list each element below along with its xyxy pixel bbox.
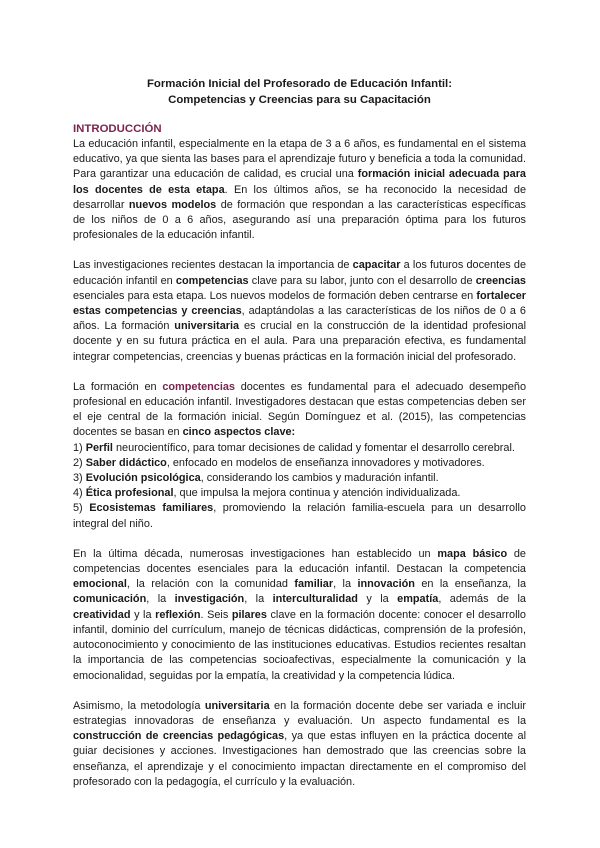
list-item: 2) Saber didáctico, enfocado en modelos de enseñanza innovadores y motivadores.: [73, 456, 485, 469]
bold-text: investigación: [174, 593, 245, 606]
bold-text: Ética profesional: [85, 487, 174, 500]
bold-text: competencias: [175, 274, 249, 287]
paragraph-2: Las investigaciones recientes destacan la importancia de capacitar a los futuros docentes de educación infantil en competencias clave para su labor, junto con el desarrollo de creencias esenciales para esta etapa. Los nuevos modelos de formación deben centrarse en fortalecer estas competencias y creencias, adaptándolas a las características de los niños de 0 a 6 años. La formación universitaria es crucial en la construcción de la identidad profesional docente y en su futura práctica en el aula. Para una preparación efectiva, es fundamental integrar competencias, creencias y buenas prácticas en la formación inicial del profesorado.: [73, 259, 527, 363]
bold-text: fortalecer estas competencias y creencias: [73, 289, 526, 318]
bold-text: innovación: [357, 578, 415, 591]
bold-text: universitaria: [204, 699, 270, 712]
list-item: 3) Evolución psicológica, considerando los cambios y maduración infantil.: [73, 472, 439, 485]
bold-text: Perfil: [85, 441, 113, 454]
key-aspects-list: [73, 441, 526, 532]
bold-text: construcción de creencias pedagógicas: [73, 730, 285, 743]
bold-text: interculturalidad: [272, 593, 358, 606]
bold-text: familiar: [294, 578, 334, 591]
list-item: 4) Ética profesional, que impulsa la mejora continua y atención individualizada.: [73, 487, 461, 500]
document-title: [73, 76, 526, 108]
bold-text: emocional: [73, 578, 127, 591]
bold-text: mapa básico: [437, 547, 508, 560]
paragraph-3: La formación en competencias docentes es fundamental para el adecuado desempeño profesional en educación infantil. Investigadores destacan que estas competencias deben ser el eje central de la formación inicial. Según Domínguez et al. (2015), las competencias docentes se basan en cinco aspectos clave:: [73, 380, 527, 439]
bold-text: Ecosistemas familiares: [89, 502, 214, 515]
bold-text: formación inicial adecuada para los docentes de esta etapa: [73, 168, 526, 196]
section-heading: INTRODUCCIÓN: [73, 123, 162, 135]
bold-text: pilares: [231, 608, 267, 621]
bold-text: reflexión: [155, 608, 201, 621]
list-item: 1) Perfil neurocientífico, para tomar decisiones de calidad y fomentar el desarrollo cerebral.: [73, 441, 515, 454]
bold-text: Evolución psicológica: [85, 472, 201, 485]
bold-text: Saber didáctico: [85, 456, 167, 469]
paragraph-1: La educación infantil, especialmente en la etapa de 3 a 6 años, es fundamental en el sistema educativo, ya que sienta las bases para el aprendizaje futuro y beneficia a toda la comunidad. Para garantizar una educación de calidad, es crucial una formación inicial adecuada para los docentes de esta etapa. En los últimos años, se ha reconocido la necesidad de desarrollar nuevos modelos de formación que respondan a las características específicas de los niños de 0 a 6 años, asegurando así una preparación óptima para los futuros profesionales de la educación infantil.: [73, 138, 526, 242]
bold-text: competencias: [162, 380, 235, 393]
paragraph-5: Asimismo, la metodología universitaria en la formación docente debe ser variada e incluir estrategias innovadoras de enseñanza y evaluación. Un aspecto fundamental es la construcción de creencias pedagógicas, ya que estas influyen en la práctica docente al guiar decisiones y acciones. Investigaciones han demostrado que las creencias sobre la enseñanza, el aprendizaje y el conocimiento impactan directamente en el compromiso del profesorado con la pedagogía, el currículo y la evaluación.: [73, 699, 526, 788]
bold-text: capacitar: [352, 259, 401, 272]
bold-text: universitaria: [174, 320, 240, 333]
title-line-1: Formación Inicial del Profesorado de Educación Infantil:: [146, 78, 453, 90]
list-item: 5) Ecosistemas familiares, promoviendo la relación familia-escuela para un desarrollo integral del niño.: [73, 502, 526, 530]
bold-text: creatividad: [73, 608, 131, 621]
bold-text: creencias: [475, 274, 526, 287]
bold-text: cinco aspectos clave:: [182, 426, 296, 439]
title-line-2: Competencias y Creencias para su Capacitación: [168, 94, 431, 106]
bold-text: empatía: [397, 593, 439, 606]
bold-text: nuevos modelos: [128, 198, 217, 211]
bold-text: comunicación: [73, 593, 147, 606]
paragraph-4: En la última década, numerosas investigaciones han establecido un mapa básico de competencias docentes esenciales para la educación infantil. Destacan la competencia emocional, la relación con la comunidad familiar, la innovación en la enseñanza, la comunicación, la investigación, la interculturalidad y la empatía, además de la creatividad y la reflexión. Seis pilares clave en la formación docente: conocer el desarrollo infantil, dominio del currículum, manejo de técnicas didácticas, comprensión de la profesión, autoconocimiento y conocimiento de las instituciones educativas. Estudios recientes resaltan la importancia de las competencias socioafectivas, especialmente la comunicación y la emocionalidad, seguidas por la empatía, la creatividad y la competencia lúdica.: [73, 547, 526, 682]
